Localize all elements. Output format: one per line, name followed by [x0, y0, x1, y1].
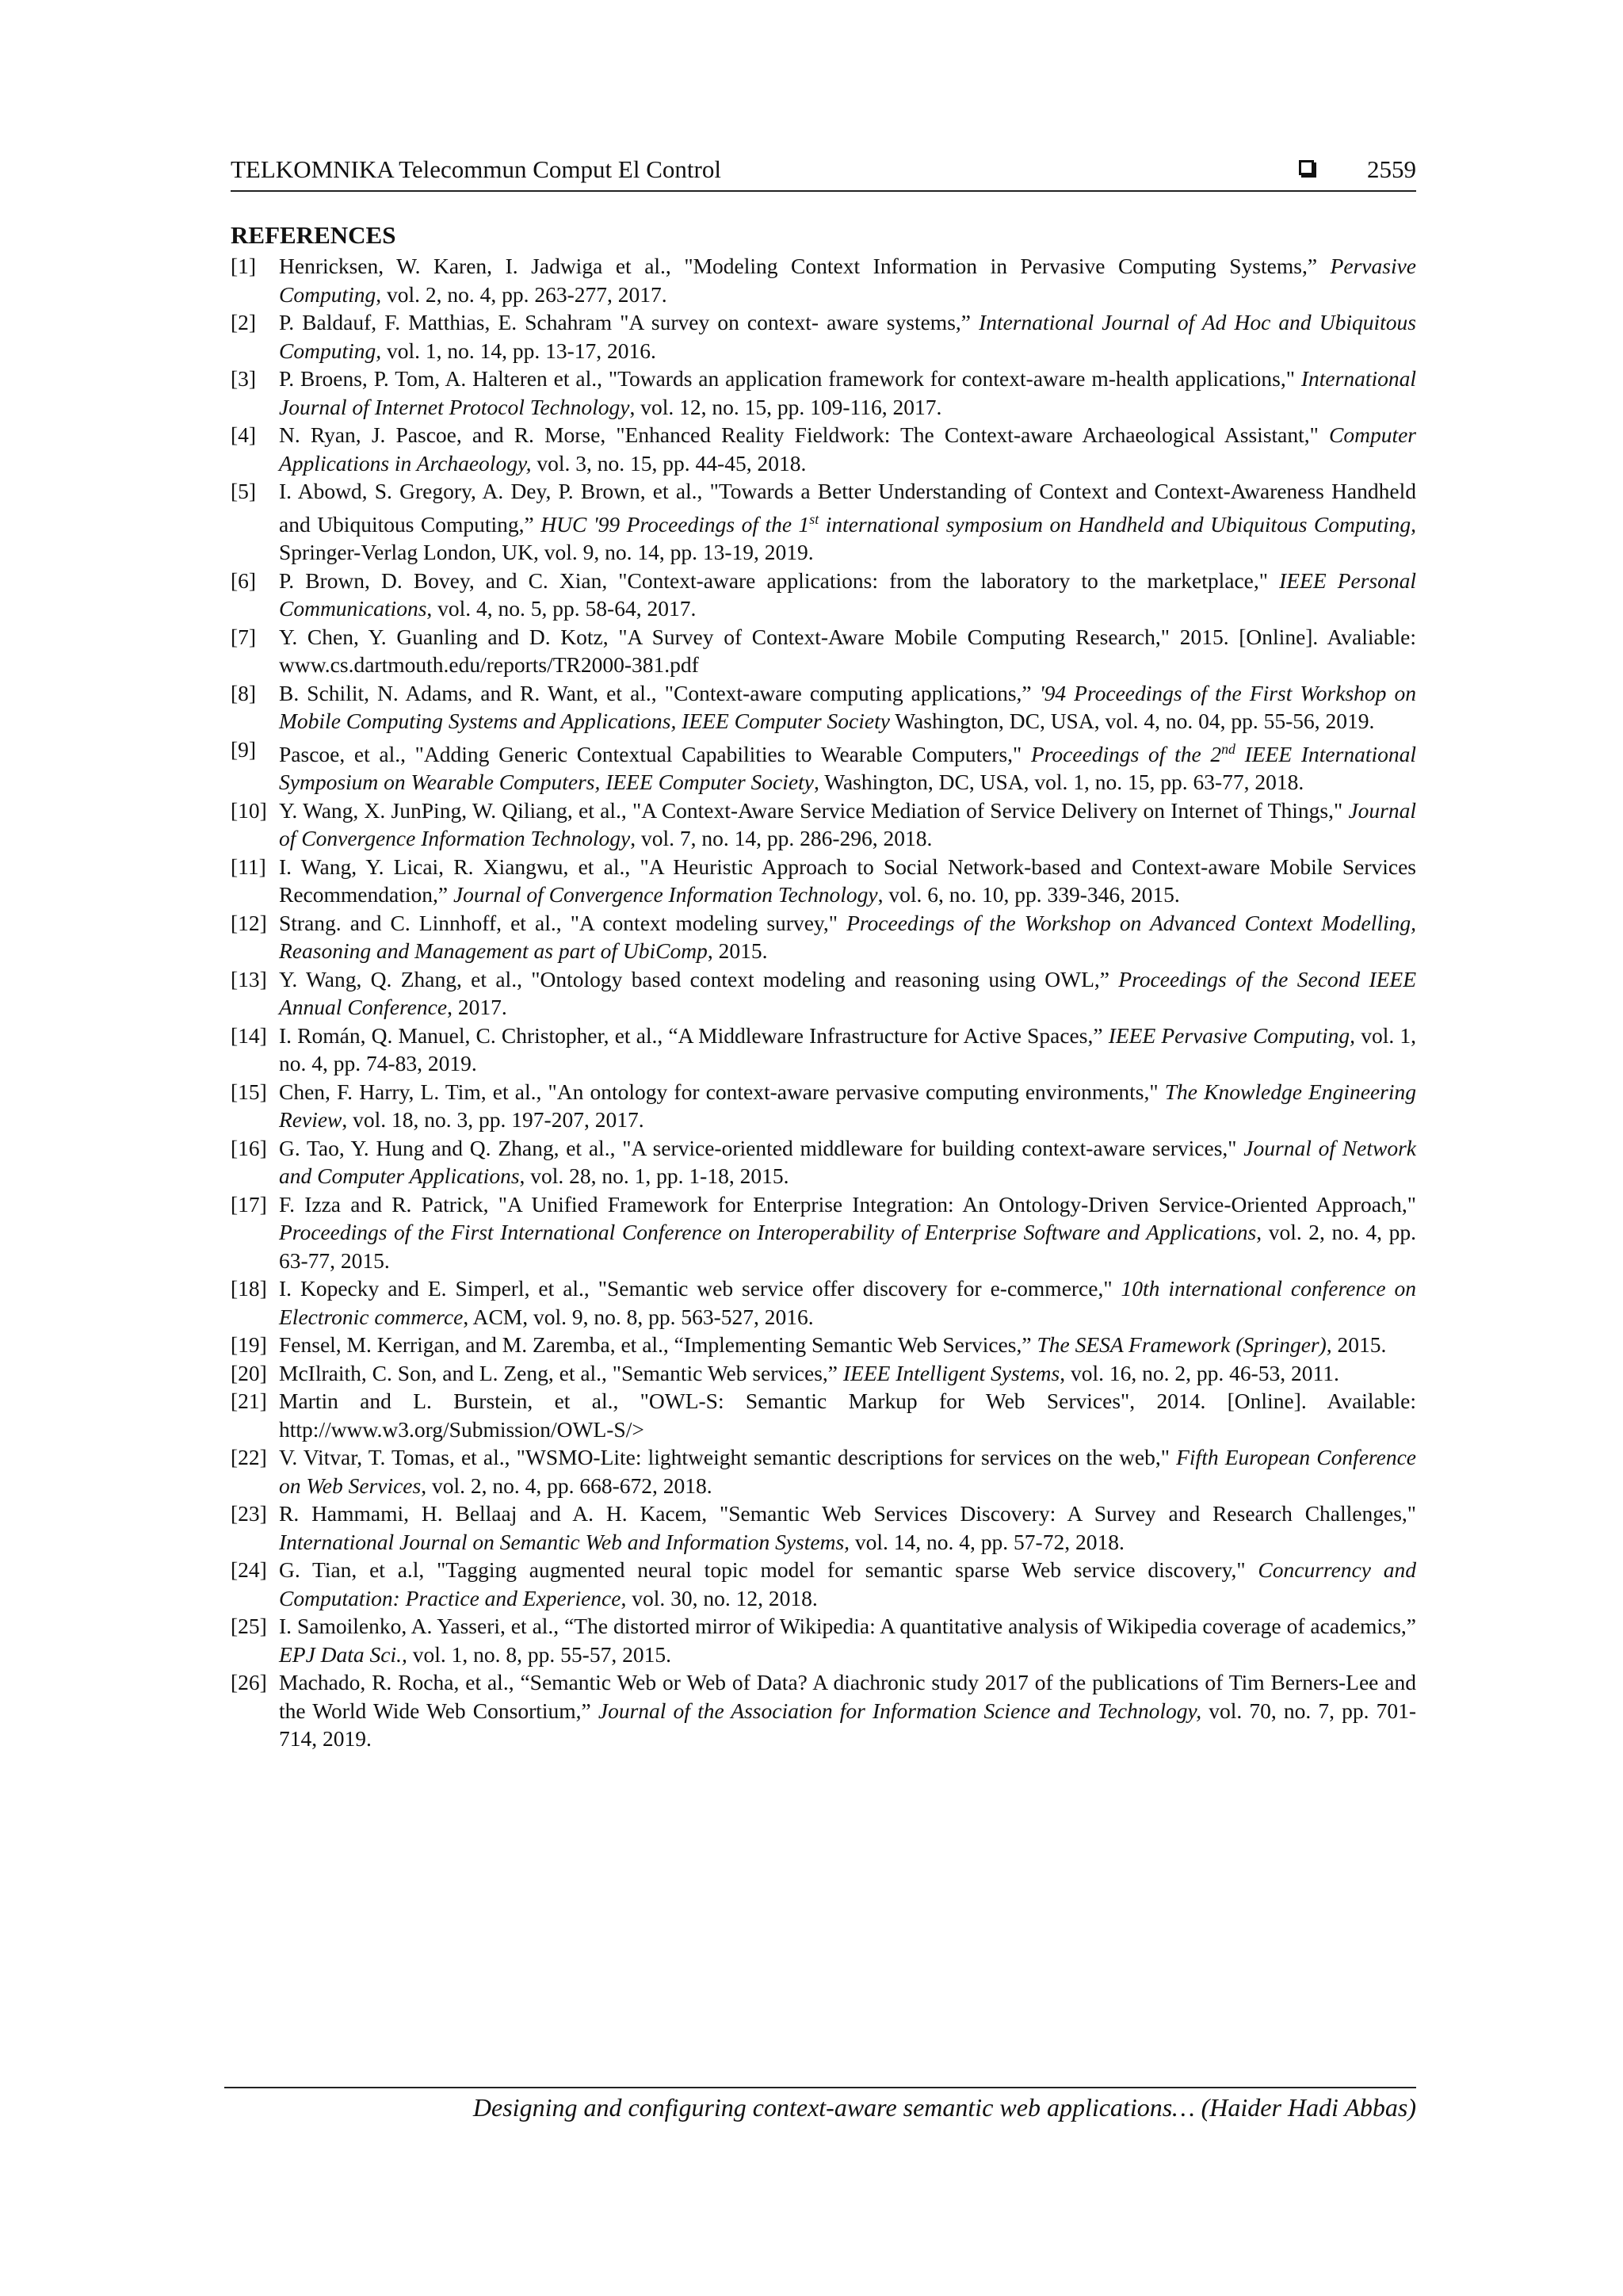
reference-venue: International Journal on Semantic Web and Information Systems, — [279, 1529, 850, 1554]
reference-text — [279, 1445, 1416, 1498]
reference-details: , 2015. — [707, 938, 768, 964]
reference-item — [231, 252, 1416, 308]
reference-item — [231, 1387, 1416, 1443]
reference-number: [10] — [231, 797, 267, 823]
reference-authors-title: I. Wang, Y. Licai, R. Xiangwu, et al., "A Heuristic Approach to Social Network-based and Context-aware Mobile Services Recommendation,” — [279, 854, 1416, 907]
reference-item — [231, 1190, 1416, 1275]
reference-details: , vol. 2, no. 4, pp. 668-672, 2018. — [421, 1473, 712, 1498]
reference-item — [231, 1359, 1416, 1388]
reference-venue: IEEE Intelligent Systems — [842, 1360, 1060, 1385]
reference-item — [231, 1499, 1416, 1556]
references-heading: REFERENCES — [231, 221, 396, 249]
reference-details: vol. 1, no. 8, pp. 55-57, 2015. — [407, 1641, 671, 1667]
reference-details: vol. 3, no. 15, pp. 44-45, 2018. — [531, 450, 807, 476]
reference-authors-title: I. Kopecky and E. Simperl, et al., "Semantic web service offer discovery for e-commerce," — [279, 1276, 1121, 1301]
reference-details: , vol. 7, no. 14, pp. 286-296, 2018. — [630, 826, 933, 851]
reference-item — [231, 735, 1416, 797]
reference-number: [12] — [231, 910, 267, 935]
reference-text — [279, 479, 1416, 564]
reference-details: , vol. 4, no. 5, pp. 58-64, 2017. — [426, 596, 697, 621]
reference-text — [279, 254, 1416, 307]
reference-authors-title: P. Brown, D. Bovey, and C. Xian, "Context-aware applications: from the laboratory to the marketplace," — [279, 567, 1280, 593]
reference-authors-title: Machado, R. Rocha, et al., “Semantic Web or Web of Data? A diachronic study 2017 of the publications of Tim Berners-Lee and the World Wide Web Consortium,” — [279, 1670, 1416, 1723]
footer-divider — [224, 2087, 1416, 2088]
reference-number: [3] — [231, 366, 257, 391]
reference-details: , vol. 18, no. 3, pp. 197-207, 2017. — [342, 1107, 644, 1133]
reference-number: [8] — [231, 680, 257, 705]
reference-item — [231, 909, 1416, 965]
reference-number: [11] — [231, 854, 266, 879]
reference-authors-title: R. Hammami, H. Bellaaj and A. H. Kacem, "Semantic Web Services Discovery: A Survey and Research Challenges," — [279, 1501, 1416, 1526]
reference-details: , vol. 6, no. 10, pp. 339-346, 2015. — [877, 882, 1180, 907]
reference-item — [231, 1668, 1416, 1753]
reference-authors-title: Y. Wang, X. JunPing, W. Qiliang, et al., "A Context-Aware Service Mediation of Service Delivery on Internet of Things," — [279, 797, 1349, 823]
reference-text — [279, 310, 1416, 363]
reference-text — [279, 798, 1416, 851]
reference-number: [25] — [231, 1614, 267, 1639]
reference-authors-title: Y. Wang, Q. Zhang, et al., "Ontology based context modeling and reasoning using OWL,” — [279, 966, 1119, 991]
reference-venue: The Knowledge Engineering Review — [279, 1079, 1416, 1133]
reference-authors-title: Pascoe, et al., "Adding Generic Contextual Capabilities to Wearable Computers," — [279, 741, 1031, 766]
reference-item — [231, 1556, 1416, 1612]
reference-number: [14] — [231, 1022, 267, 1048]
reference-details: , ACM, vol. 9, no. 8, pp. 563-527, 2016. — [463, 1304, 814, 1329]
reference-text — [279, 742, 1416, 795]
reference-authors-title: Henricksen, W. Karen, I. Jadwiga et al., "Modeling Context Information in Pervasive Computing Systems,” — [279, 254, 1331, 278]
reference-item — [231, 797, 1416, 853]
reference-venue: Fifth European Conference on Web Services — [279, 1445, 1416, 1498]
reference-venue: Proceedings of the Second IEEE Annual Conference — [279, 966, 1416, 1020]
reference-text — [279, 625, 1416, 678]
reference-venue: The SESA Framework (Springer), — [1037, 1332, 1332, 1358]
reference-item — [231, 1134, 1416, 1190]
reference-authors-title: Strang. and C. Linnhoff, et al., "A context modeling survey," — [279, 910, 847, 935]
reference-item — [231, 1612, 1416, 1668]
reference-venue: IEEE Pervasive Computing, — [1108, 1022, 1356, 1048]
ordinal-superscript: nd — [1221, 740, 1235, 757]
reference-number: [24] — [231, 1557, 267, 1583]
reference-venue: EPJ Data Sci., — [279, 1641, 407, 1667]
reference-number: [9] — [231, 736, 257, 762]
reference-item — [231, 679, 1416, 735]
reference-details: Springer-Verlag London, UK, vol. 9, no. 14, pp. 13-19, 2019. — [279, 540, 814, 565]
reference-authors-title: I. Román, Q. Manuel, C. Christopher, et al., “A Middleware Infrastructure for Active Spaces,” — [279, 1022, 1109, 1048]
reference-number: [7] — [231, 624, 257, 649]
reference-text — [279, 1557, 1416, 1610]
reference-text — [279, 1023, 1416, 1076]
reference-number: [26] — [231, 1670, 267, 1695]
page-number: 2559 — [1367, 155, 1416, 183]
reference-text — [279, 568, 1416, 621]
running-title: Designing and configuring context-aware semantic web applications… (Haider Hadi Abbas) — [472, 2093, 1416, 2122]
reference-text — [279, 1276, 1416, 1329]
reference-venue: Journal of Convergence Information Technology — [279, 797, 1416, 851]
square-bullet-icon — [1299, 160, 1314, 175]
reference-text — [279, 911, 1416, 964]
reference-venue: International Journal of Ad Hoc and Ubiquitous Computing, — [279, 310, 1416, 363]
reference-details: , vol. 28, no. 1, pp. 1-18, 2015. — [519, 1163, 789, 1189]
reference-text — [279, 1389, 1416, 1442]
reference-item — [231, 1331, 1416, 1359]
reference-item — [231, 567, 1416, 623]
reference-item — [231, 623, 1416, 679]
reference-number: [1] — [231, 254, 257, 278]
reference-details: 2015. — [1331, 1332, 1387, 1358]
reference-venue: Proceedings of the First International Conference on Interoperability of Enterprise Software and Applications — [279, 1220, 1257, 1245]
reference-venue: Computer Applications in Archaeology, — [279, 422, 1416, 476]
reference-venue: Journal of Network and Computer Applications — [279, 1135, 1416, 1189]
reference-item — [231, 1022, 1416, 1078]
reference-details: , vol. 2, no. 4, pp. 263-277, 2017. — [376, 281, 667, 307]
reference-authors-title: G. Tian, et a.l, "Tagging augmented neural topic model for semantic sparse Web service discovery," — [279, 1557, 1258, 1583]
reference-number: [19] — [231, 1332, 267, 1358]
reference-text — [279, 681, 1416, 734]
reference-text — [279, 1501, 1416, 1554]
reference-text — [279, 1614, 1416, 1667]
reference-venue: International Journal of Internet Protocol Technology — [279, 366, 1416, 419]
reference-text — [279, 1332, 1386, 1357]
reference-item — [231, 308, 1416, 365]
reference-details: Washington, DC, USA, vol. 4, no. 04, pp. 55-56, 2019. — [889, 709, 1375, 734]
reference-item — [231, 365, 1416, 421]
reference-text — [279, 1136, 1416, 1189]
reference-details: , Washington, DC, USA, vol. 1, no. 15, pp. 63-77, 2018. — [813, 770, 1304, 795]
reference-authors-title: McIlraith, C. Son, and L. Zeng, et al., "Semantic Web services,” — [279, 1360, 843, 1385]
journal-title: TELKOMNIKA Telecommun Comput El Control — [231, 155, 721, 183]
reference-venue: 10th international conference on Electronic commerce — [279, 1276, 1416, 1329]
reference-item — [231, 477, 1416, 567]
reference-authors-title: G. Tao, Y. Hung and Q. Zhang, et al., "A service-oriented middleware for building context-aware services," — [279, 1135, 1244, 1160]
reference-details: vol. 14, no. 4, pp. 57-72, 2018. — [850, 1529, 1125, 1554]
reference-item — [231, 1443, 1416, 1499]
reference-authors-title: F. Izza and R. Patrick, "A Unified Framework for Enterprise Integration: An Ontology-Driven Service-Oriented Approach," — [279, 1191, 1416, 1217]
reference-authors-title: Fensel, M. Kerrigan, and M. Zaremba, et al., “Implementing Semantic Web Services,” — [279, 1332, 1037, 1358]
reference-venue: Pervasive Computing — [279, 254, 1416, 307]
reference-text — [279, 1079, 1416, 1133]
reference-item — [231, 1078, 1416, 1134]
reference-text — [279, 1192, 1416, 1273]
reference-authors-title: P. Baldauf, F. Matthias, E. Schahram "A survey on context- aware systems,” — [279, 310, 980, 334]
reference-text — [279, 1361, 1339, 1385]
reference-authors-title: P. Broens, P. Tom, A. Halteren et al., "Towards an application framework for context-aware m-health applications," — [279, 366, 1301, 391]
reference-details: , 2017. — [447, 995, 507, 1020]
reference-text — [279, 422, 1416, 476]
reference-details: , vol. 2, no. 4, pp. 63-77, 2015. — [279, 1220, 1416, 1273]
reference-number: [13] — [231, 966, 267, 991]
reference-venue: Journal of Convergence Information Technology — [453, 882, 878, 907]
reference-venue: '94 Proceedings of the First Workshop on Mobile Computing Systems and Applications, IEEE Computer Society — [279, 680, 1416, 734]
reference-number: [5] — [231, 479, 257, 503]
ordinal-superscript: st — [809, 510, 819, 527]
reference-number: [20] — [231, 1360, 267, 1385]
reference-details: , vol. 12, no. 15, pp. 109-116, 2017. — [629, 394, 942, 419]
reference-authors-title: V. Vitvar, T. Tomas, et al., "WSMO-Lite: lightweight semantic descriptions for services on the web," — [279, 1445, 1177, 1470]
reference-authors-title: B. Schilit, N. Adams, and R. Want, et al., "Context-aware computing applications,” — [279, 680, 1040, 705]
reference-venue: Concurrency and Computation: Practice and Experience — [279, 1557, 1416, 1610]
reference-venue: HUC '99 Proceedings of the 1st international symposium on Handheld and Ubiquitous Computing, — [540, 510, 1416, 537]
reference-item — [231, 1274, 1416, 1331]
reference-number: [16] — [231, 1135, 267, 1160]
reference-details: vol. 1, no. 14, pp. 13-17, 2016. — [381, 338, 656, 363]
reference-number: [23] — [231, 1501, 267, 1526]
reference-item — [231, 853, 1416, 909]
page-header — [231, 154, 1416, 192]
reference-number: [22] — [231, 1445, 267, 1470]
reference-number: [21] — [231, 1389, 267, 1414]
reference-venue: Journal of the Association for Information Science and Technology, — [598, 1698, 1202, 1723]
reference-text — [279, 1670, 1416, 1751]
reference-number: [17] — [231, 1191, 267, 1217]
reference-number: [2] — [231, 310, 257, 334]
reference-item — [231, 421, 1416, 477]
reference-list — [231, 252, 1416, 1753]
reference-text — [279, 854, 1416, 907]
reference-authors-title: N. Ryan, J. Pascoe, and R. Morse, "Enhanced Reality Fieldwork: The Context-aware Archaeological Assistant," — [279, 422, 1329, 447]
reference-number: [6] — [231, 567, 257, 593]
reference-number: [4] — [231, 422, 257, 447]
reference-details: , vol. 30, no. 12, 2018. — [621, 1585, 818, 1610]
reference-authors-title: I. Abowd, S. Gregory, A. Dey, P. Brown, et al., "Towards a Better Understanding of Context and Context-Awareness Handheld and Ubiquitous Computing,” — [279, 479, 1416, 537]
reference-text — [279, 366, 1416, 419]
reference-authors-title: I. Samoilenko, A. Yasseri, et al., “The distorted mirror of Wikipedia: A quantitative analysis of Wikipedia coverage of academics,” — [279, 1614, 1416, 1639]
reference-details: vol. 1, no. 4, pp. 74-83, 2019. — [279, 1022, 1417, 1076]
reference-number: [18] — [231, 1276, 267, 1301]
reference-venue: IEEE Personal Communications — [279, 567, 1416, 621]
reference-venue: Proceedings of the Workshop on Advanced Context Modelling, Reasoning and Management as part of UbiComp — [279, 910, 1416, 964]
reference-authors-title: Martin and L. Burstein, et al., "OWL-S: Semantic Markup for Web Services", 2014. [Online]. Available: http://www.w3.org/Submission/OWL-S/> — [279, 1389, 1416, 1442]
reference-item — [231, 965, 1416, 1022]
reference-number: [15] — [231, 1079, 267, 1104]
reference-authors-title: Y. Chen, Y. Guanling and D. Kotz, "A Survey of Context-Aware Mobile Computing Research," 2015. [Online]. Avaliable: www.cs.dartmouth.edu/reports/TR2000-381.pdf — [279, 624, 1416, 678]
reference-venue: Proceedings of the 2nd IEEE International Symposium on Wearable Computers, IEEE Computer Society — [279, 740, 1416, 795]
reference-details: vol. 70, no. 7, pp. 701-714, 2019. — [279, 1698, 1416, 1752]
reference-authors-title: Chen, F. Harry, L. Tim, et al., "An ontology for context-aware pervasive computing environments," — [279, 1079, 1165, 1104]
reference-text — [279, 967, 1416, 1020]
reference-details: , vol. 16, no. 2, pp. 46-53, 2011. — [1060, 1360, 1339, 1385]
